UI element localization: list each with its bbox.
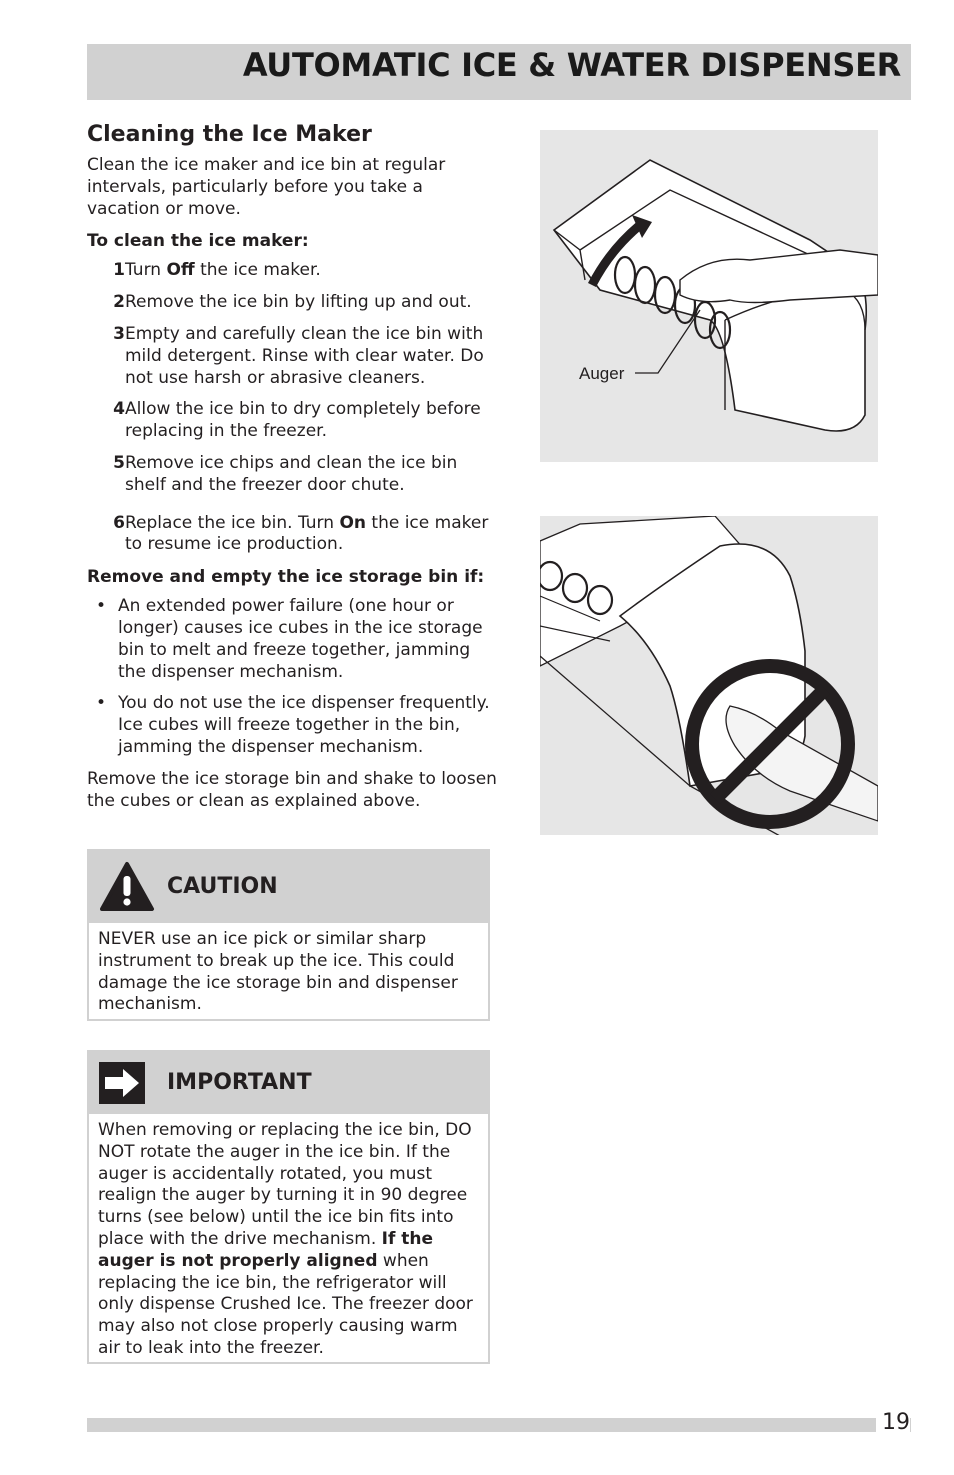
step-number: 5	[113, 452, 125, 473]
arrow-right-icon	[99, 1062, 145, 1104]
page-number: 19	[876, 1410, 910, 1435]
caution-header	[89, 851, 488, 923]
bullet-text: An extended power failure (one hour or longer) causes ice cubes in the ice storage bin to melt and freeze together, jamming the dispenser mechanism.	[118, 596, 483, 682]
list-item	[87, 513, 497, 557]
step-text: Turn Off the ice maker.	[125, 260, 321, 281]
caution-box	[87, 849, 490, 1021]
page-title: AUTOMATIC ICE & WATER DISPENSER	[242, 46, 901, 84]
header-band	[87, 44, 911, 100]
step-number: 1	[113, 260, 125, 281]
bullet-icon: •	[96, 596, 107, 617]
ice-bin-prohibited-illustration	[540, 516, 878, 835]
figure-do-not-pull	[540, 516, 878, 835]
list-item	[87, 453, 497, 497]
step-text: Empty and carefully clean the ice bin with mild detergent. Rinse with clear water. Do not use harsh or abrasive cleaners.	[125, 323, 484, 388]
list-item	[87, 324, 497, 389]
steps-heading: To clean the ice maker:	[87, 231, 309, 252]
footer-bar	[87, 1418, 911, 1432]
step-number: 2	[113, 292, 125, 313]
bullet-list	[87, 596, 497, 759]
list-item	[87, 596, 497, 683]
caution-title: CAUTION	[167, 874, 278, 899]
steps-list	[87, 260, 497, 556]
important-box	[87, 1050, 490, 1364]
step-text: Replace the ice bin. Turn On the ice maker to resume ice production.	[125, 512, 489, 555]
section-title: Cleaning the Ice Maker	[87, 122, 372, 147]
important-text: When removing or replacing the ice bin, DO NOT rotate the auger in the ice bin. If the auger is accidentally rotated, you must realign the auger by turning it in 90 degree turns (see below) until the ice bin fits into place with the drive mechanism. If the auger is not properly aligned when replacing the ice bin, the refrigerator will only dispense Crushed Ice. The freezer door may also not close properly causing warm air to leak into the freezer.	[98, 1120, 473, 1358]
list-item	[87, 693, 497, 758]
intro-paragraph: Clean the ice maker and ice bin at regular intervals, particularly before you take a vacation or move.	[87, 155, 446, 219]
important-header	[89, 1052, 488, 1114]
warning-icon	[99, 861, 155, 913]
step-text: Allow the ice bin to dry completely before replacing in the freezer.	[125, 399, 481, 442]
list-item	[87, 260, 497, 282]
step-text: Remove the ice bin by lifting up and out.	[125, 292, 472, 313]
step-number: 4	[113, 399, 125, 420]
step-number: 6	[113, 512, 125, 533]
list-item	[87, 399, 497, 443]
important-title: IMPORTANT	[167, 1070, 312, 1095]
main-content	[87, 122, 497, 822]
step-number: 3	[113, 323, 125, 344]
step-text: Remove ice chips and clean the ice bin shelf and the freezer door chute.	[125, 452, 458, 495]
caution-text: NEVER use an ice pick or similar sharp instrument to break up the ice. This could damage the ice storage bin and dispenser mechanism.	[98, 929, 458, 1015]
figure-ice-bin-auger	[540, 130, 878, 462]
closing-paragraph: Remove the ice storage bin and shake to loosen the cubes or clean as explained above.	[87, 768, 497, 811]
list-item	[87, 292, 497, 314]
bullet-text: You do not use the ice dispenser frequently. Ice cubes will freeze together in the bin, jamming the dispenser mechanism.	[118, 693, 490, 757]
bullet-icon: •	[96, 693, 107, 714]
remove-heading: Remove and empty the ice storage bin if:	[87, 567, 485, 588]
auger-label: Auger	[579, 364, 625, 383]
ice-bin-illustration	[540, 130, 878, 462]
